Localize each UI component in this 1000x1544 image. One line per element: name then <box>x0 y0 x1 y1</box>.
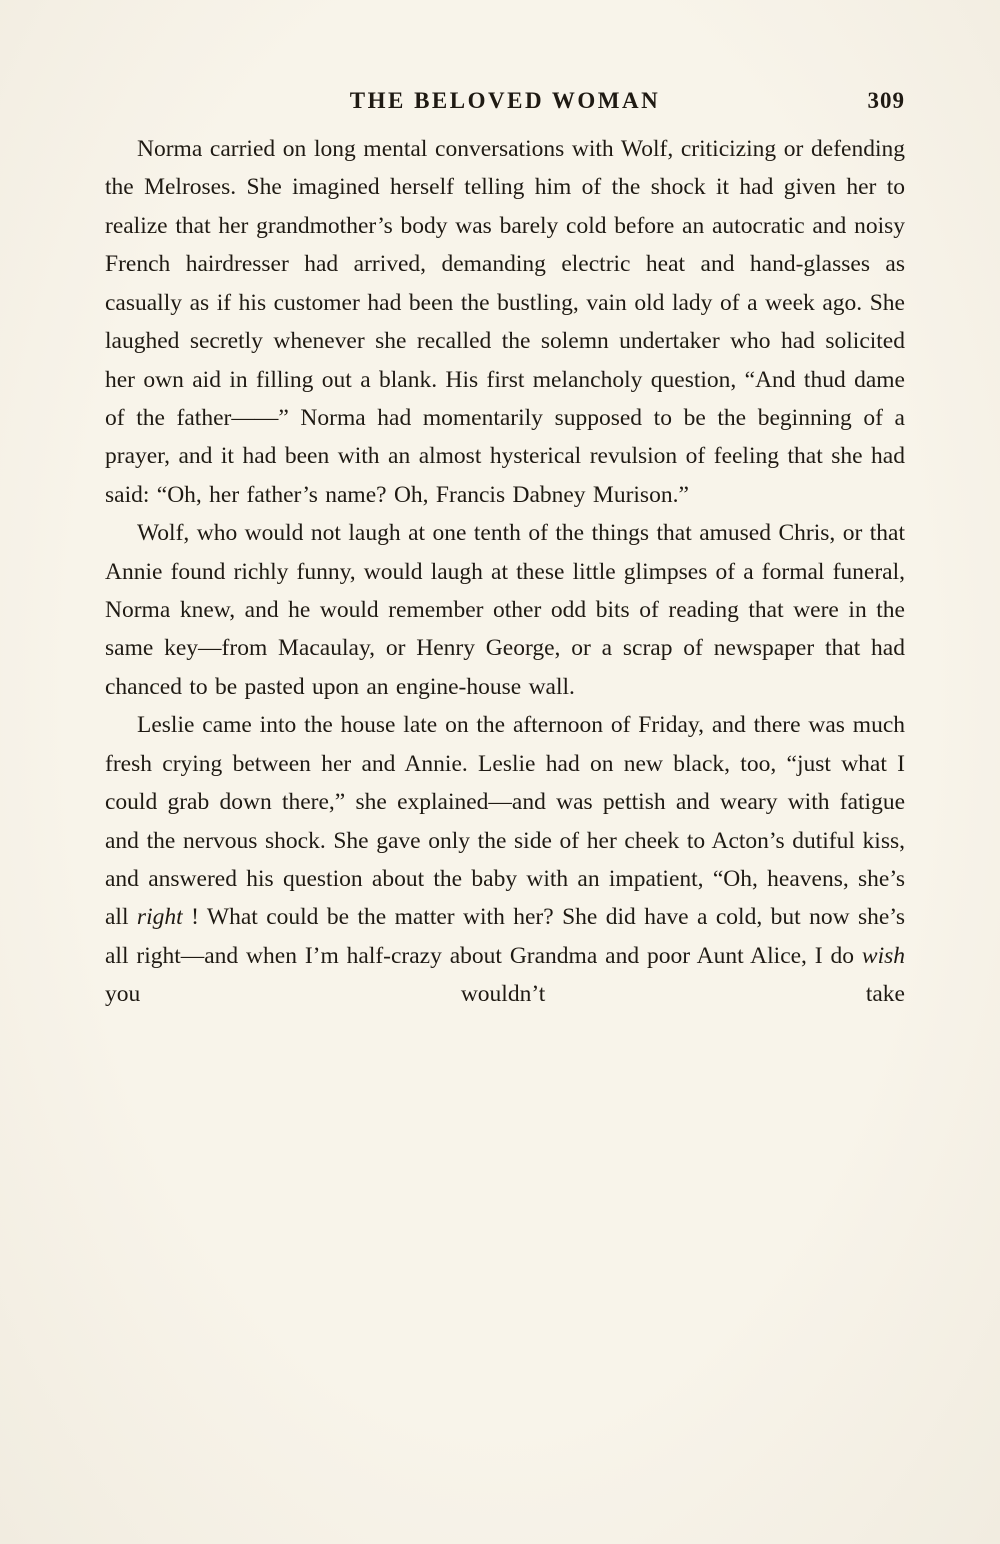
page-text <box>105 130 905 1014</box>
running-title: THE BELOVED WOMAN <box>349 88 661 113</box>
italic-text-run: right <box>136 904 183 931</box>
text-run: Wolf, who would not laugh at one tenth of the things that amused Chris, or that Annie found richly funny, would laugh at these little glimpses of a formal funeral, Norma knew, and he would remember other odd bits of reading that were in the same key—from Macaulay, or Henry George, or a scrap of newspaper that had chanced to be pasted upon an engine-house wall. <box>105 520 905 700</box>
page-header <box>105 88 905 122</box>
text-run: Leslie came into the house late on the afternoon of Friday, and there was much fresh crying between her and Annie. Leslie had on new black, too, “just what I could grab down there,” she explained—and was pettish and weary with fatigue and the nervous shock. She gave only the side of her cheek to Acton’s dutiful kiss, and answered his question about the baby with an impatient, “Oh, heavens, she’s all <box>105 712 905 931</box>
paragraph <box>105 514 905 706</box>
paragraph <box>105 130 905 514</box>
page-number: 309 <box>867 88 905 113</box>
paragraph <box>105 706 905 1013</box>
text-run: Norma carried on long mental conversations with Wolf, criticizing or defending the Melroses. She imagined herself telling him of the shock it had given her to realize that her grandmother’s body was barely cold before an autocratic and noisy French hairdresser had arrived, demanding electric heat and hand-glasses as casually as if his customer had been the bustling, vain old lady of a week ago. She laughed secretly whenever she recalled the solemn undertaker who had solicited her own aid in filling out a blank. His first melancholy question, “And thud dame of the father——” Norma had momentarily supposed to be the beginning of a prayer, and it had been with an almost hysterical revulsion of feeling that she had said: “Oh, her father’s name? Oh, Francis Dabney Murison.” <box>105 136 905 508</box>
text-run: you wouldn’t take <box>105 981 905 1008</box>
text-run: ! What could be the matter with her? She did have a cold, but now she’s all right—and when I’m half-crazy about Grandma and poor Aunt Alice, I do <box>105 904 905 969</box>
italic-text-run: wish <box>861 942 905 969</box>
